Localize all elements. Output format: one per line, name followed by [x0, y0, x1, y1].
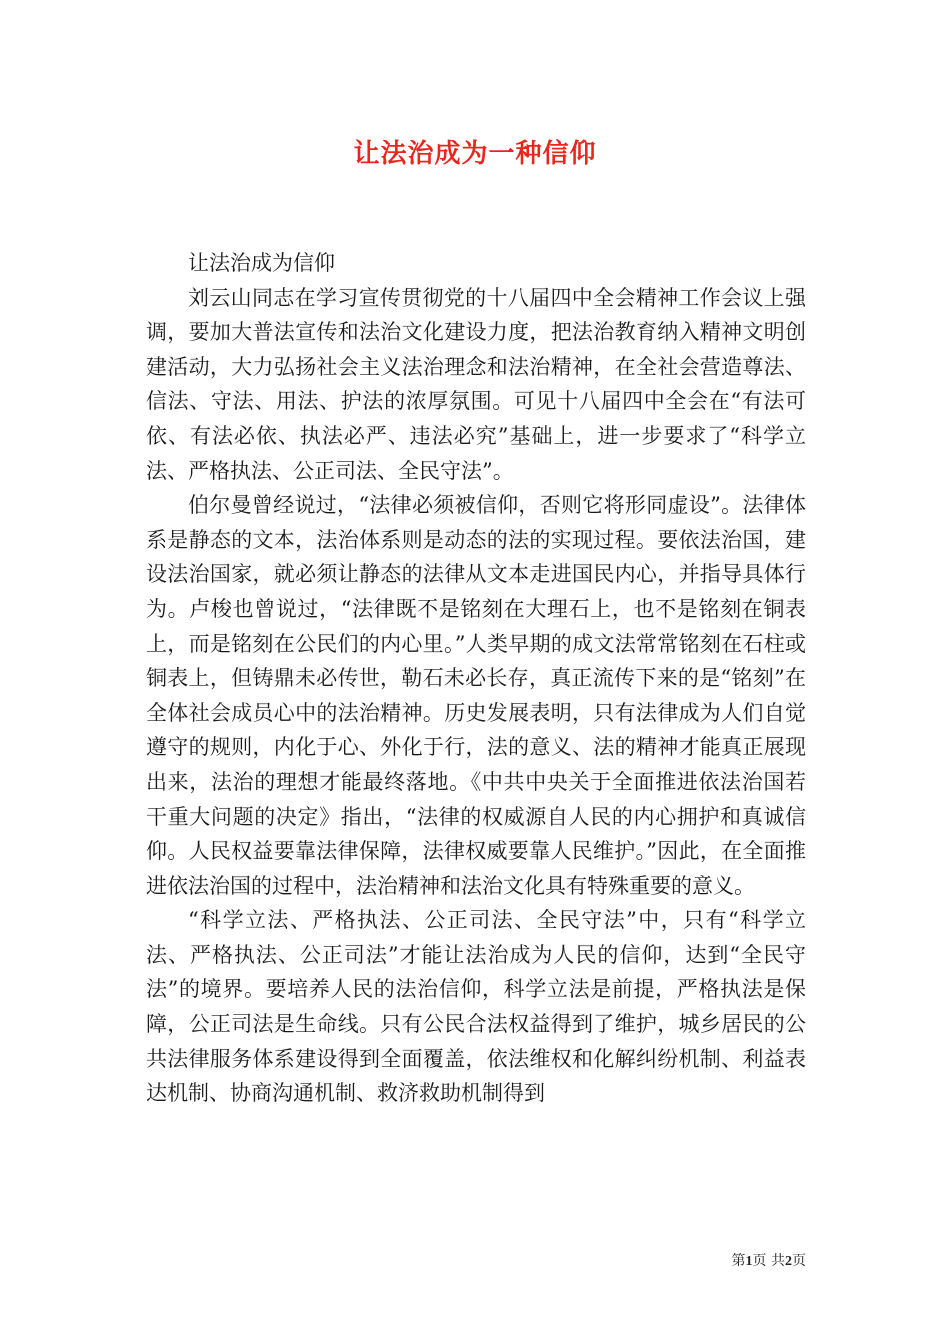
paragraph-subtitle: 让法治成为信仰	[188, 251, 335, 275]
total-pages: 2	[785, 1254, 792, 1269]
paragraph: 伯尔曼曾经说过，“法律必须被信仰，否则它将形同虚设”。法律体系是静态的文本，法治体系则是动态的法的实现过程。要依法治国，建设法治国家，就必须让静态的法律从文本走进国民内心，并指导具体行为。卢梭也曾说过，“法律既不是铭刻在大理石上，也不是铭刻在铜表上，而是铭刻在公民们的内心里。”人类早期的成文法常常铭刻在石柱或铜表上，但铸鼎未必传世，勒石未必长存，真正流传下来的是“铭刻”在全体社会成员心中的法治精神。历史发展表明，只有法律成为人们自觉遵守的规则，内化于心、外化于行，法的意义、法的精神才能真正展现出来，法治的理想才能最终落地。《中共中央关于全面推进依法治国若干重大问题的决定》指出，“法律的权威源自人民的内心拥护和真诚信仰。人民权益要靠法律保障，法律权威要靠人民维护。”因此，在全面推进依法治国的过程中，法治精神和法治文化具有特殊重要的意义。	[146, 493, 806, 898]
document-title: 让法治成为一种信仰	[353, 139, 597, 169]
paragraph: 刘云山同志在学习宣传贯彻党的十八届四中全会精神工作会议上强调，要加大普法宣传和法治文化建设力度，把法治教育纳入精神文明创建活动，大力弘扬社会主义法治理念和法治精神，在全社会营造尊法、信法、守法、用法、护法的浓厚氛围。可见十八届四中全会在“有法可依、有法必依、执法必严、违法必究”基础上，进一步要求了“科学立法、严格执法、公正司法、全民守法”。	[146, 285, 806, 483]
document-body	[146, 246, 806, 1111]
paragraph: “科学立法、严格执法、公正司法、全民守法”中，只有“科学立法、严格执法、公正司法”才能让法治成为人民的信仰，达到“全民守法”的境界。要培养人民的法治信仰，科学立法是前提，严格执法是保障，公正司法是生命线。只有公民合法权益得到了维护，城乡居民的公共法律服务体系建设得到全面覆盖，依法维权和化解纠纷机制、利益表达机制、协商沟通机制、救济救助机制得到	[146, 908, 806, 1106]
page-number: 第1页 共2页	[731, 1253, 806, 1269]
current-page: 1	[745, 1254, 753, 1269]
